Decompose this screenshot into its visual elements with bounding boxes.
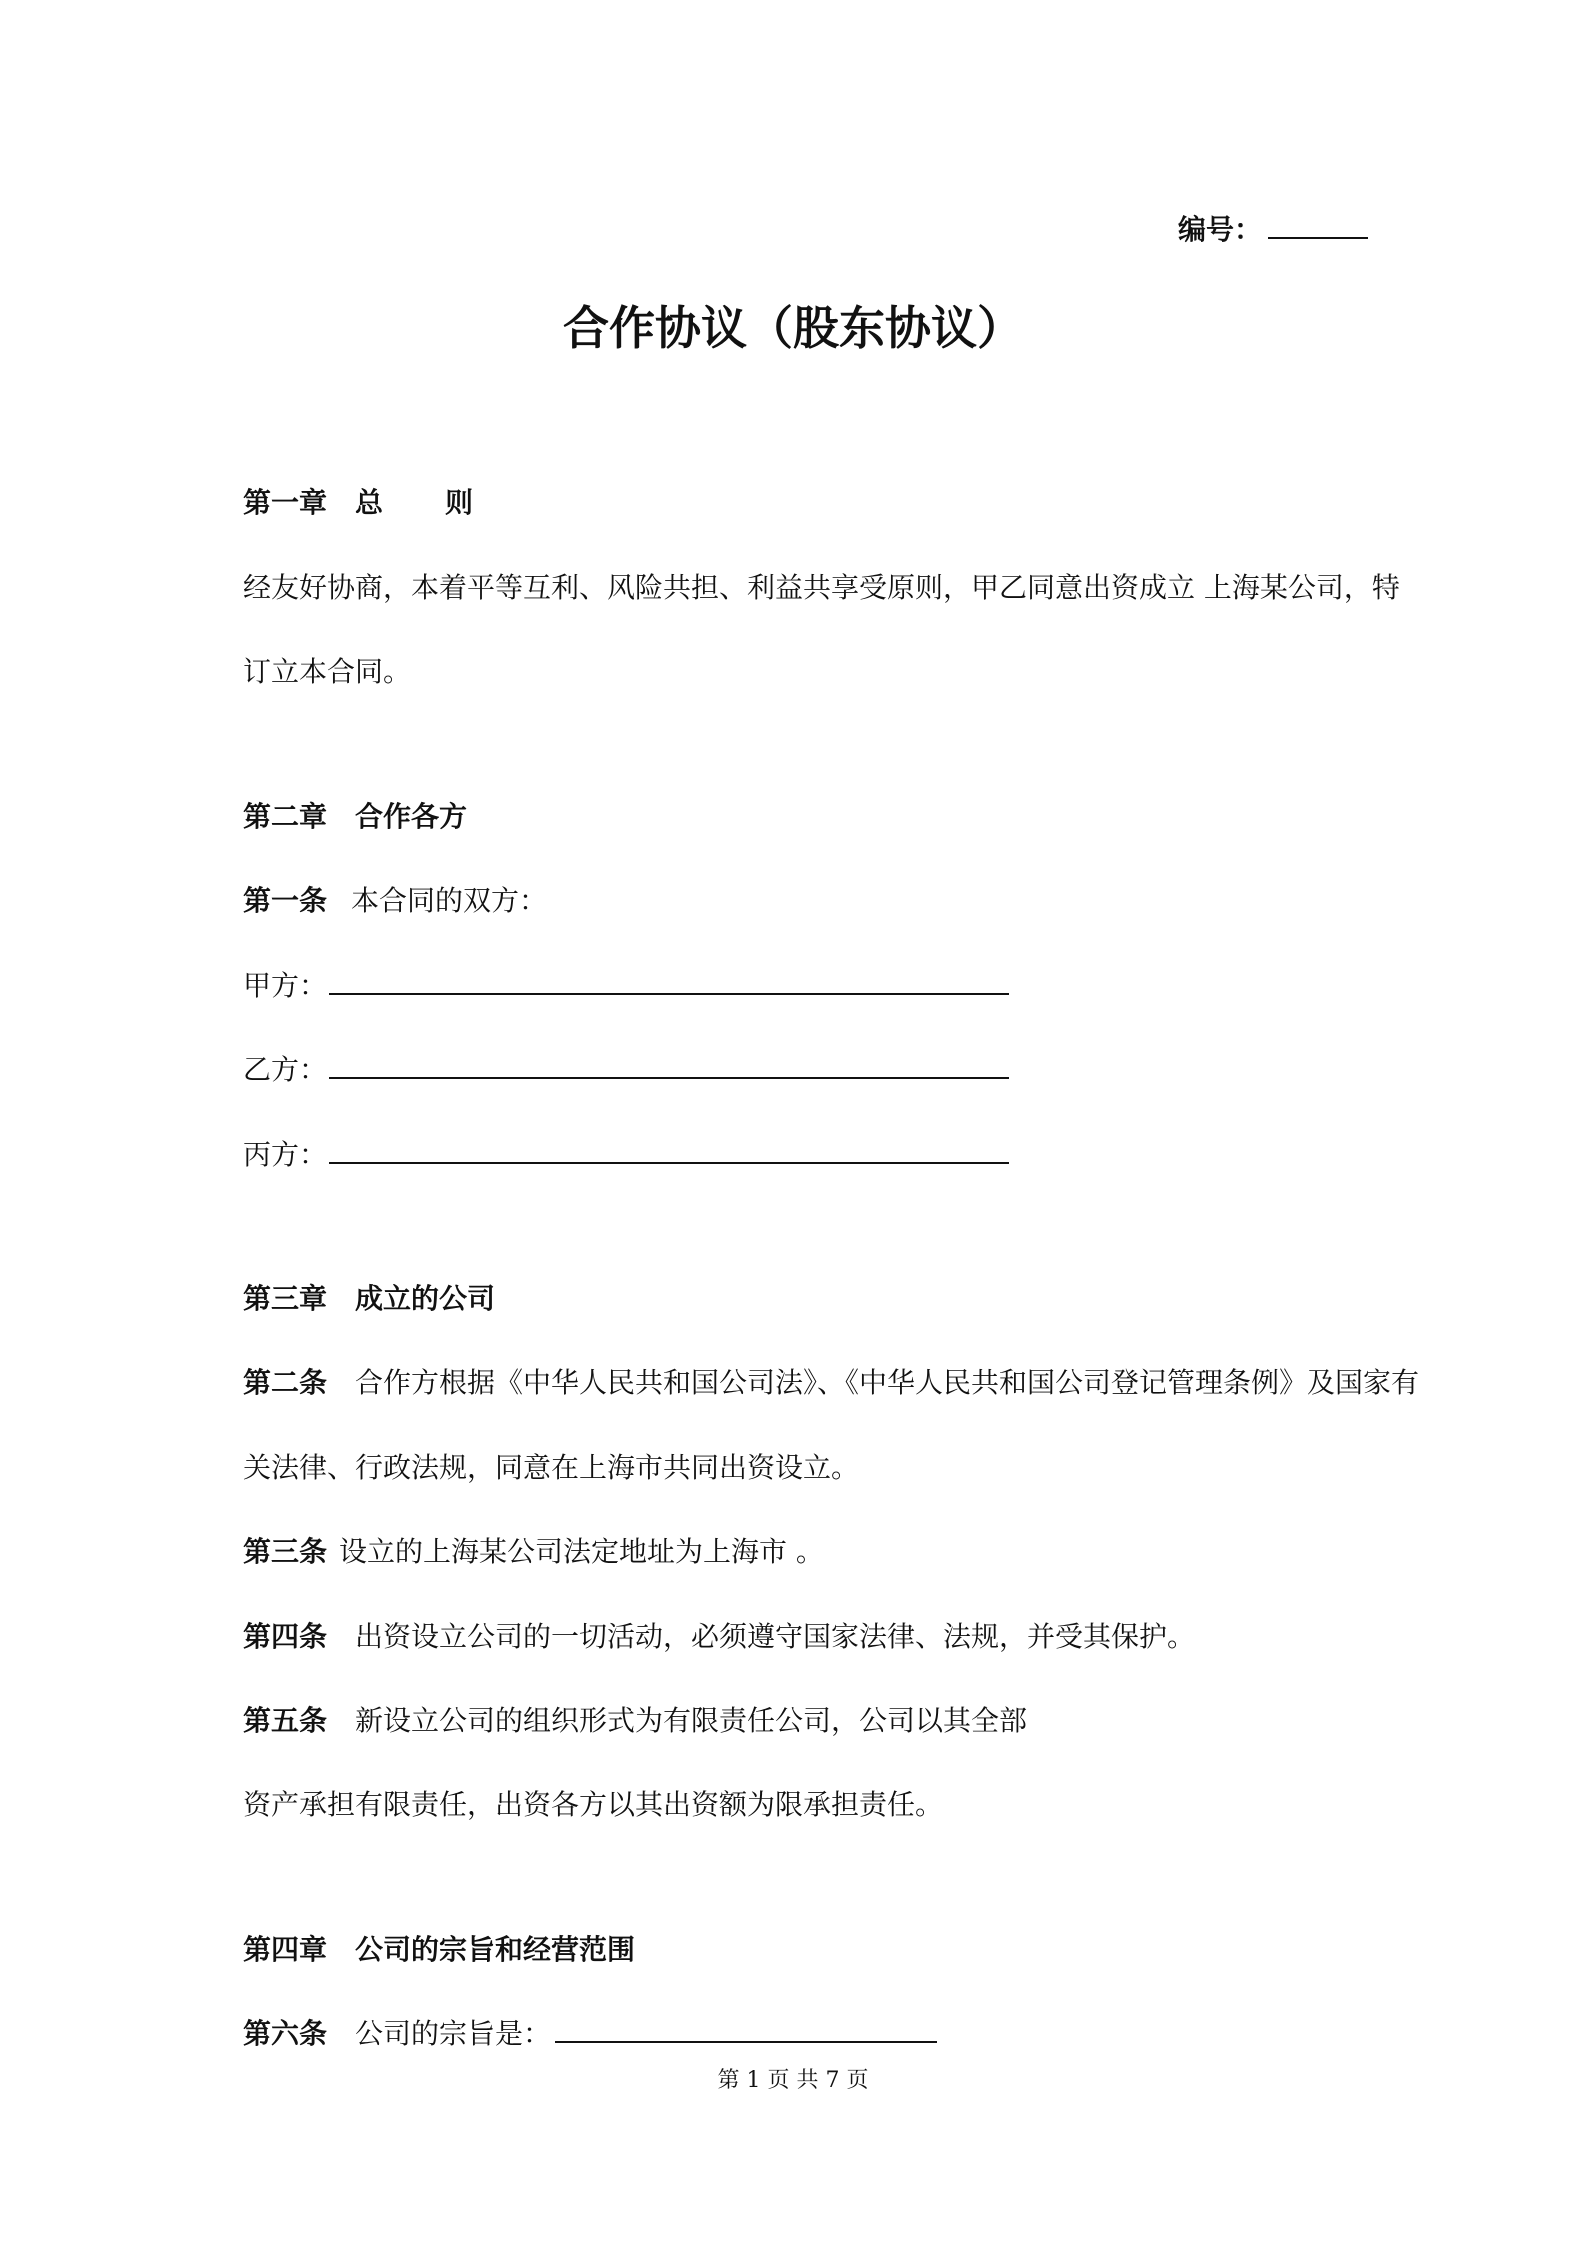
chapter-4-number: 第四章 bbox=[243, 1933, 328, 1966]
chapter-1-number: 第一章 bbox=[243, 486, 328, 519]
article-5-number: 第五条 bbox=[243, 1704, 328, 1737]
article-5-line1 bbox=[243, 1704, 1027, 1738]
article-2-text: 合作方根据《中华人民共和国公司法》、《中华人民共和国公司登记管理条例》及国家有 bbox=[355, 1366, 1420, 1399]
chapter-1-heading bbox=[243, 486, 473, 520]
chapter-1-para-line2: 订立本合同。 bbox=[243, 655, 412, 688]
article-6-number: 第六条 bbox=[243, 2017, 328, 2050]
party-a-label: 甲方： bbox=[243, 969, 328, 1002]
doc-number bbox=[1178, 213, 1368, 247]
chapter-2-title: 合作各方 bbox=[355, 800, 468, 833]
chapter-4-title: 公司的宗旨和经营范围 bbox=[355, 1933, 636, 1966]
article-6 bbox=[243, 2017, 937, 2051]
chapter-1-title-b: 则 bbox=[445, 486, 474, 519]
chapter-3-number: 第三章 bbox=[243, 1282, 328, 1315]
chapter-4-heading bbox=[243, 1933, 635, 1967]
article-3 bbox=[243, 1535, 824, 1569]
article-2-number: 第二条 bbox=[243, 1366, 328, 1399]
party-b-line bbox=[243, 1053, 1009, 1087]
document-title: 合作协议（股东协议） bbox=[563, 301, 1023, 355]
party-a-line bbox=[243, 969, 1009, 1003]
article-1-number: 第一条 bbox=[243, 884, 328, 917]
article-3-text: 设立的上海某公司法定地址为上海市 。 bbox=[339, 1535, 824, 1568]
chapter-1-title-a: 总 bbox=[355, 486, 384, 519]
article-2-line2: 关法律、行政法规，同意在上海市共同出资设立。 bbox=[243, 1451, 860, 1484]
party-a-blank[interactable] bbox=[329, 969, 1009, 995]
article-1-text: 本合同的双方： bbox=[351, 884, 548, 917]
chapter-3-heading bbox=[243, 1282, 495, 1316]
article-4-number: 第四条 bbox=[243, 1620, 328, 1653]
chapter-2-number: 第二章 bbox=[243, 800, 328, 833]
party-c-label: 丙方： bbox=[243, 1138, 328, 1171]
article-4 bbox=[243, 1620, 1195, 1654]
article-5-text: 新设立公司的组织形式为有限责任公司，公司以其全部 bbox=[355, 1704, 1028, 1737]
article-2-line1 bbox=[243, 1366, 1419, 1400]
article-4-text: 出资设立公司的一切活动，必须遵守国家法律、法规，并受其保护。 bbox=[355, 1620, 1196, 1653]
chapter-3-title: 成立的公司 bbox=[355, 1282, 496, 1315]
doc-number-label: 编号： bbox=[1178, 213, 1263, 246]
party-b-label: 乙方： bbox=[243, 1053, 328, 1086]
article-6-blank[interactable] bbox=[555, 2017, 937, 2043]
article-1 bbox=[243, 884, 547, 918]
party-b-blank[interactable] bbox=[329, 1053, 1009, 1079]
article-6-text: 公司的宗旨是： bbox=[355, 2017, 552, 2050]
party-c-blank[interactable] bbox=[329, 1138, 1009, 1164]
party-c-line bbox=[243, 1138, 1009, 1172]
article-5-line2: 资产承担有限责任，出资各方以其出资额为限承担责任。 bbox=[243, 1788, 944, 1821]
chapter-2-heading bbox=[243, 800, 467, 834]
doc-number-blank[interactable] bbox=[1268, 213, 1368, 239]
page-footer: 第 1 页 共 7 页 bbox=[717, 2068, 869, 2093]
article-3-number: 第三条 bbox=[243, 1535, 328, 1568]
chapter-1-para-line1: 经友好协商，本着平等互利、风险共担、利益共享受原则，甲乙同意出资成立 上海某公司，特 bbox=[243, 571, 1400, 604]
